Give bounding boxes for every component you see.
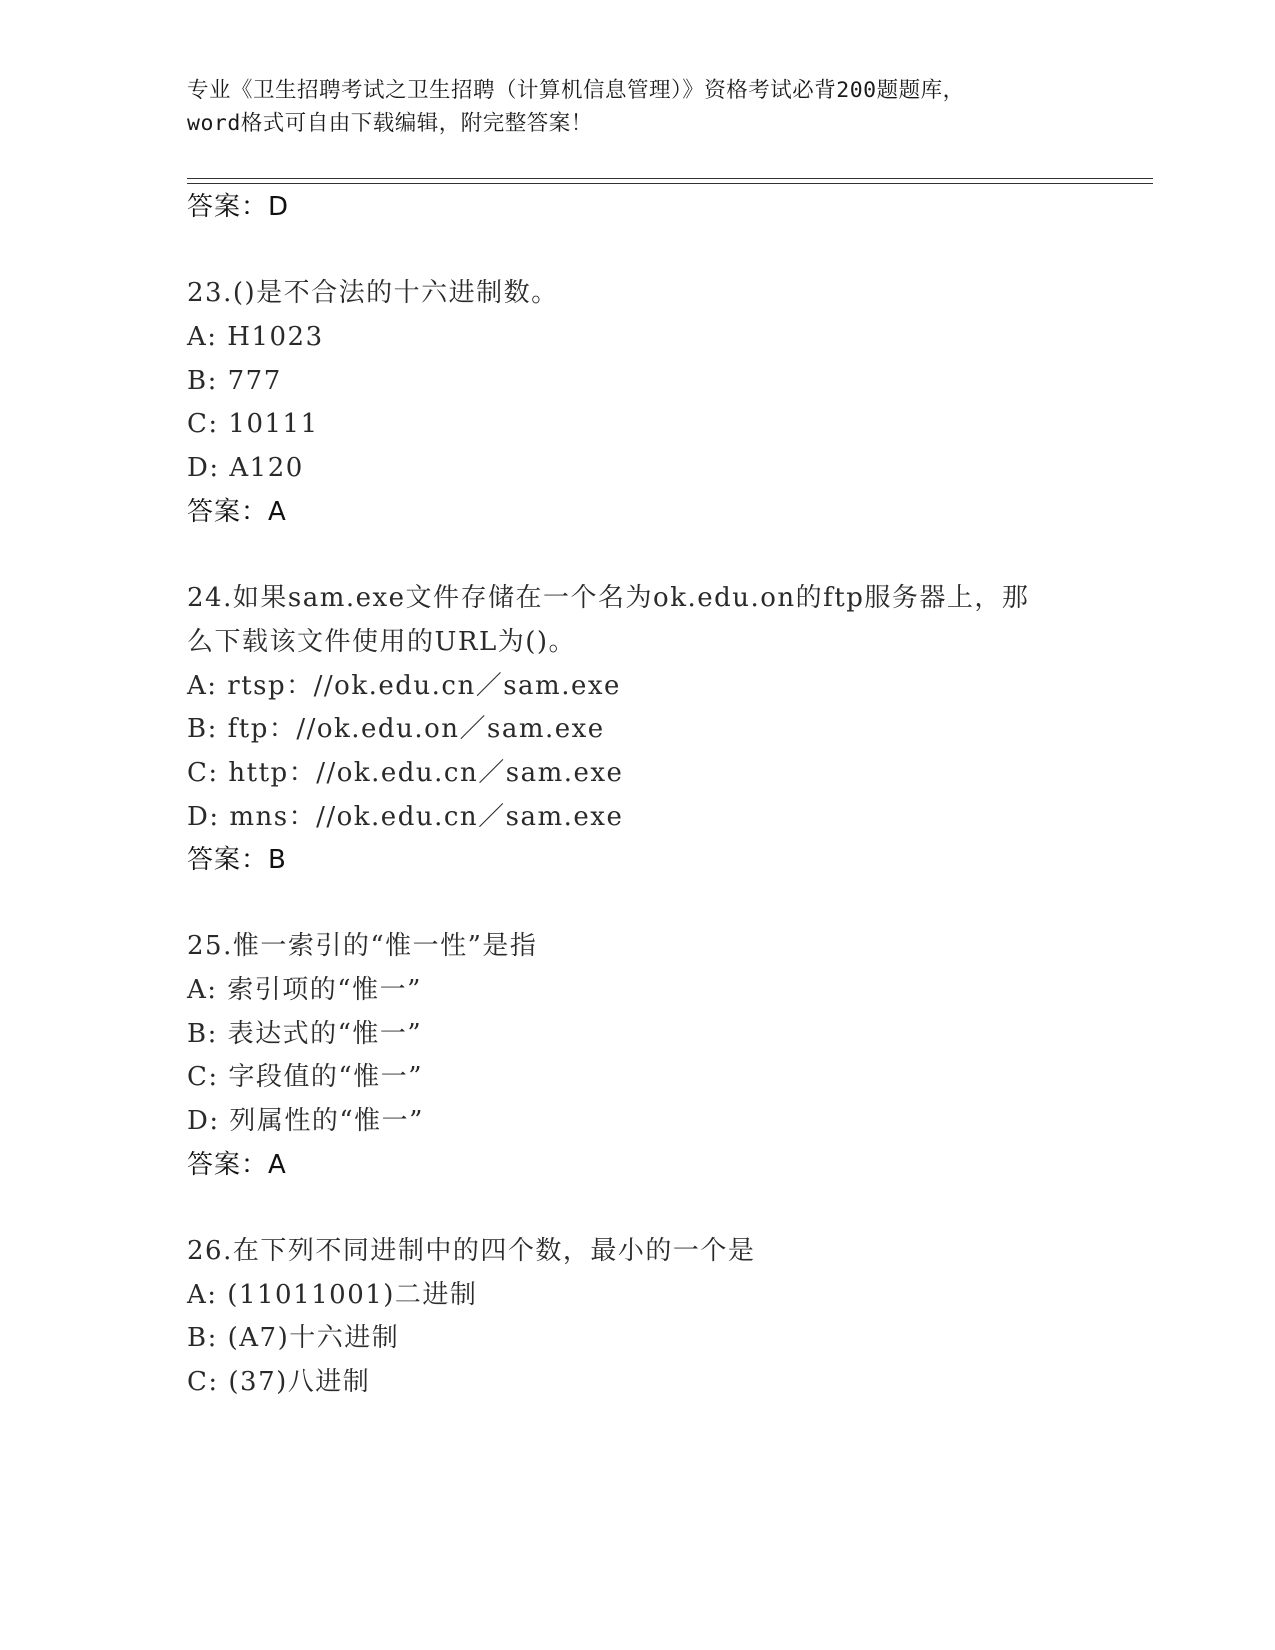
question-24-line-1: 24.如果sam.exe文件存储在一个名为ok.edu.on的ftp服务器上，那 [187,583,1030,613]
q26-option-b: B: (A7)十六进制 [187,1323,400,1353]
q23-option-d: D: A120 [187,453,304,483]
question-23: 23.()是不合法的十六进制数。 [187,278,559,308]
q24-option-b: B: ftp：//ok.edu.on／sam.exe [187,714,605,744]
q25-answer: 答案：A [187,1150,287,1180]
q26-option-a: A: (11011001)二进制 [187,1280,478,1310]
q24-option-a: A: rtsp：//ok.edu.cn／sam.exe [187,671,621,701]
question-24-line-2: 么下载该文件使用的URL为()。 [187,627,577,657]
q25-option-a: A: 索引项的“惟一” [187,975,422,1005]
question-25: 25.惟一索引的“惟一性”是指 [187,931,538,961]
header-line-1: 专业《卫生招聘考试之卫生招聘（计算机信息管理）》资格考试必背200题题库， [187,78,965,103]
header-divider-bottom [187,183,1153,184]
page-header [187,74,1087,140]
q23-option-a: A: H1023 [187,322,324,352]
q23-answer: 答案：A [187,497,287,527]
header-line-2: word格式可自由下载编辑，附完整答案！ [187,111,593,136]
q23-option-c: C: 10111 [187,409,319,439]
q25-option-b: B: 表达式的“惟一” [187,1019,423,1049]
q23-option-b: B: 777 [187,366,282,396]
q26-option-c: C: (37)八进制 [187,1367,371,1397]
q25-option-c: C: 字段值的“惟一” [187,1062,424,1092]
q25-option-d: D: 列属性的“惟一” [187,1106,424,1136]
q24-option-c: C: http：//ok.edu.cn／sam.exe [187,758,624,788]
q24-answer: 答案：B [187,845,287,875]
question-26: 26.在下列不同进制中的四个数，最小的一个是 [187,1236,756,1266]
q24-option-d: D: mns：//ok.edu.cn／sam.exe [187,802,624,832]
answer-prev: 答案：D [187,192,290,222]
header-divider-top [187,178,1153,179]
